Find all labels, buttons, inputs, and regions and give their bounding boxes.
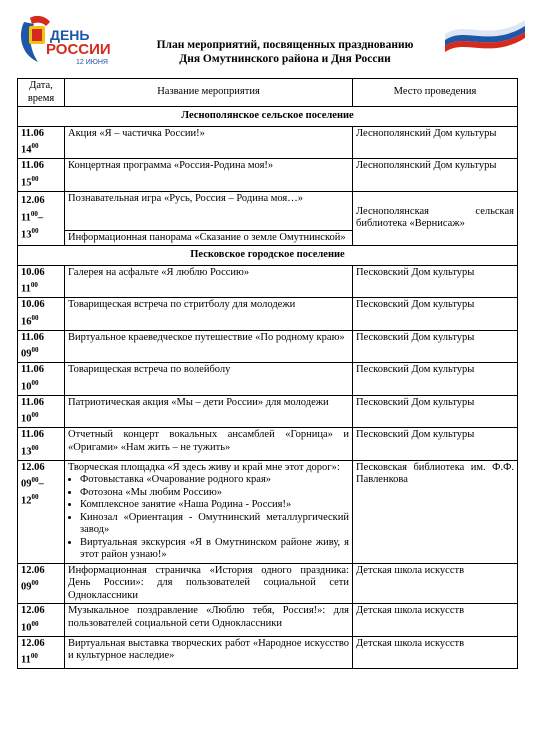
- place-cell: Детская школа искусств: [353, 563, 518, 604]
- date-cell: 11.06 $13^{00}$: [18, 428, 65, 461]
- title-line1: План мероприятий, посвященных празднованию: [156, 39, 414, 51]
- place-cell: Песковский Дом культуры: [353, 298, 518, 331]
- logo-line2: РОССИИ: [46, 41, 111, 58]
- event-cell: Музыкальное поздравление «Люблю тебя, Россия!»: для пользователей социальной сети Одноклассники: [65, 604, 353, 637]
- section-row: [18, 246, 518, 266]
- header-date: Дата, время: [18, 79, 65, 107]
- list-item: • Комплексное занятие «Наша Родина - Россия!»: [80, 499, 349, 512]
- table-row: [18, 563, 518, 604]
- section-title: Песковское городское поселение: [18, 246, 518, 266]
- place-cell: Песковский Дом культуры: [353, 428, 518, 461]
- place-cell: Леснополянский Дом культуры: [353, 159, 518, 192]
- place-cell: Песковский Дом культуры: [353, 395, 518, 428]
- event-cell: Товарищеская встреча по волейболу: [65, 363, 353, 396]
- date-cell: 12.06 $09^{00}-$ $12^{00}$: [18, 460, 65, 563]
- table-row: [18, 126, 518, 159]
- date-cell: 10.06 $11^{00}$: [18, 265, 65, 298]
- event-cell: Акция «Я – частичка России!»: [65, 126, 353, 159]
- table-row: [18, 604, 518, 637]
- date-cell: 11.06 $14^{00}$: [18, 126, 65, 159]
- table-header-row: [18, 79, 518, 107]
- events-table: [17, 78, 518, 669]
- table-row: [18, 298, 518, 331]
- event-cell: Виртуальное краеведческое путешествие «По родному краю»: [65, 330, 353, 363]
- table-row: [18, 636, 518, 669]
- flag-ribbon: [445, 12, 525, 52]
- title-line2: Дня Омутнинского района и Дня России: [179, 53, 391, 65]
- place-cell: Песковский Дом культуры: [353, 363, 518, 396]
- list-item: • Фотовыставка «Очарование родного края»: [80, 474, 349, 487]
- date-cell: 12.06 $11^{00}$: [18, 636, 65, 669]
- den-rossii-logo: [16, 10, 134, 70]
- event-cell: Информационная страничка «История одного праздника: День России»: для пользователей социальной сети Одноклассники: [65, 563, 353, 604]
- list-item: • Кинозал «Ориентация - Омутнинский металлургический завод»: [80, 512, 349, 537]
- date-cell: 11.06 $09^{00}$: [18, 330, 65, 363]
- place-cell: Песковский Дом культуры: [353, 330, 518, 363]
- logo-line3: 12 ИЮНЯ: [76, 59, 108, 66]
- place-cell: Детская школа искусств: [353, 604, 518, 637]
- table-row: [18, 363, 518, 396]
- place-cell: Леснополянская сельская библиотека «Вернисаж»: [353, 191, 518, 246]
- table-row: [18, 159, 518, 192]
- logo-line1: ДЕНЬ: [50, 27, 90, 43]
- table-row: [18, 191, 518, 230]
- date-cell: 11.06 $10^{00}$: [18, 363, 65, 396]
- event-cell: Отчетный концерт вокальных ансамблей «Горница» и «Оригами» «Нам жить – не тужить»: [65, 428, 353, 461]
- event-cell: [65, 460, 353, 563]
- event-cell: Концертная программа «Россия-Родина моя!»: [65, 159, 353, 192]
- section-title: Леснополянское сельское поселение: [18, 107, 518, 127]
- date-cell: 10.06 $16^{00}$: [18, 298, 65, 331]
- date-cell: 12.06 $10^{00}$: [18, 604, 65, 637]
- event-cell: Информационная панорама «Сказание о земле Омутнинской»: [65, 230, 353, 246]
- date-cell: 11.06 $10^{00}$: [18, 395, 65, 428]
- event-cell: Товарищеская встреча по стритболу для молодежи: [65, 298, 353, 331]
- place-cell: Леснополянский Дом культуры: [353, 126, 518, 159]
- place-cell: Детская школа искусств: [353, 636, 518, 669]
- table-row: [18, 395, 518, 428]
- event-bullet-list: [68, 474, 349, 562]
- table-row: [18, 265, 518, 298]
- event-intro: Творческая площадка «Я здесь живу и край мне этот дорог»:: [68, 461, 340, 473]
- table-row: [18, 460, 518, 563]
- list-item: • Виртуальная экскурсия «Я в Омутнинском районе живу, я этот район узнаю!»: [80, 537, 349, 562]
- place-cell: Песковский Дом культуры: [353, 265, 518, 298]
- event-cell: Галерея на асфальте «Я люблю Россию»: [65, 265, 353, 298]
- list-item: • Фотозона «Мы любим Россию»: [80, 487, 349, 500]
- date-cell: 12.06 $11^{00}-$ $13^{00}$: [18, 191, 65, 246]
- page-title: [120, 38, 450, 66]
- header-place: Место проведения: [353, 79, 518, 107]
- event-cell: Познавательная игра «Русь, Россия – Родина моя…»: [65, 191, 353, 230]
- event-cell: Патриотическая акция «Мы – дети России» для молодежи: [65, 395, 353, 428]
- event-cell: Виртуальная выставка творческих работ «Народное искусство и культурное наследие»: [65, 636, 353, 669]
- place-cell: Песковская библиотека им. Ф.Ф. Павленкова: [353, 460, 518, 563]
- table-row: [18, 428, 518, 461]
- header-event: Название мероприятия: [65, 79, 353, 107]
- table-row: [18, 330, 518, 363]
- section-row: [18, 107, 518, 127]
- date-cell: 12.06 $09^{00}$: [18, 563, 65, 604]
- date-cell: 11.06 $15^{00}$: [18, 159, 65, 192]
